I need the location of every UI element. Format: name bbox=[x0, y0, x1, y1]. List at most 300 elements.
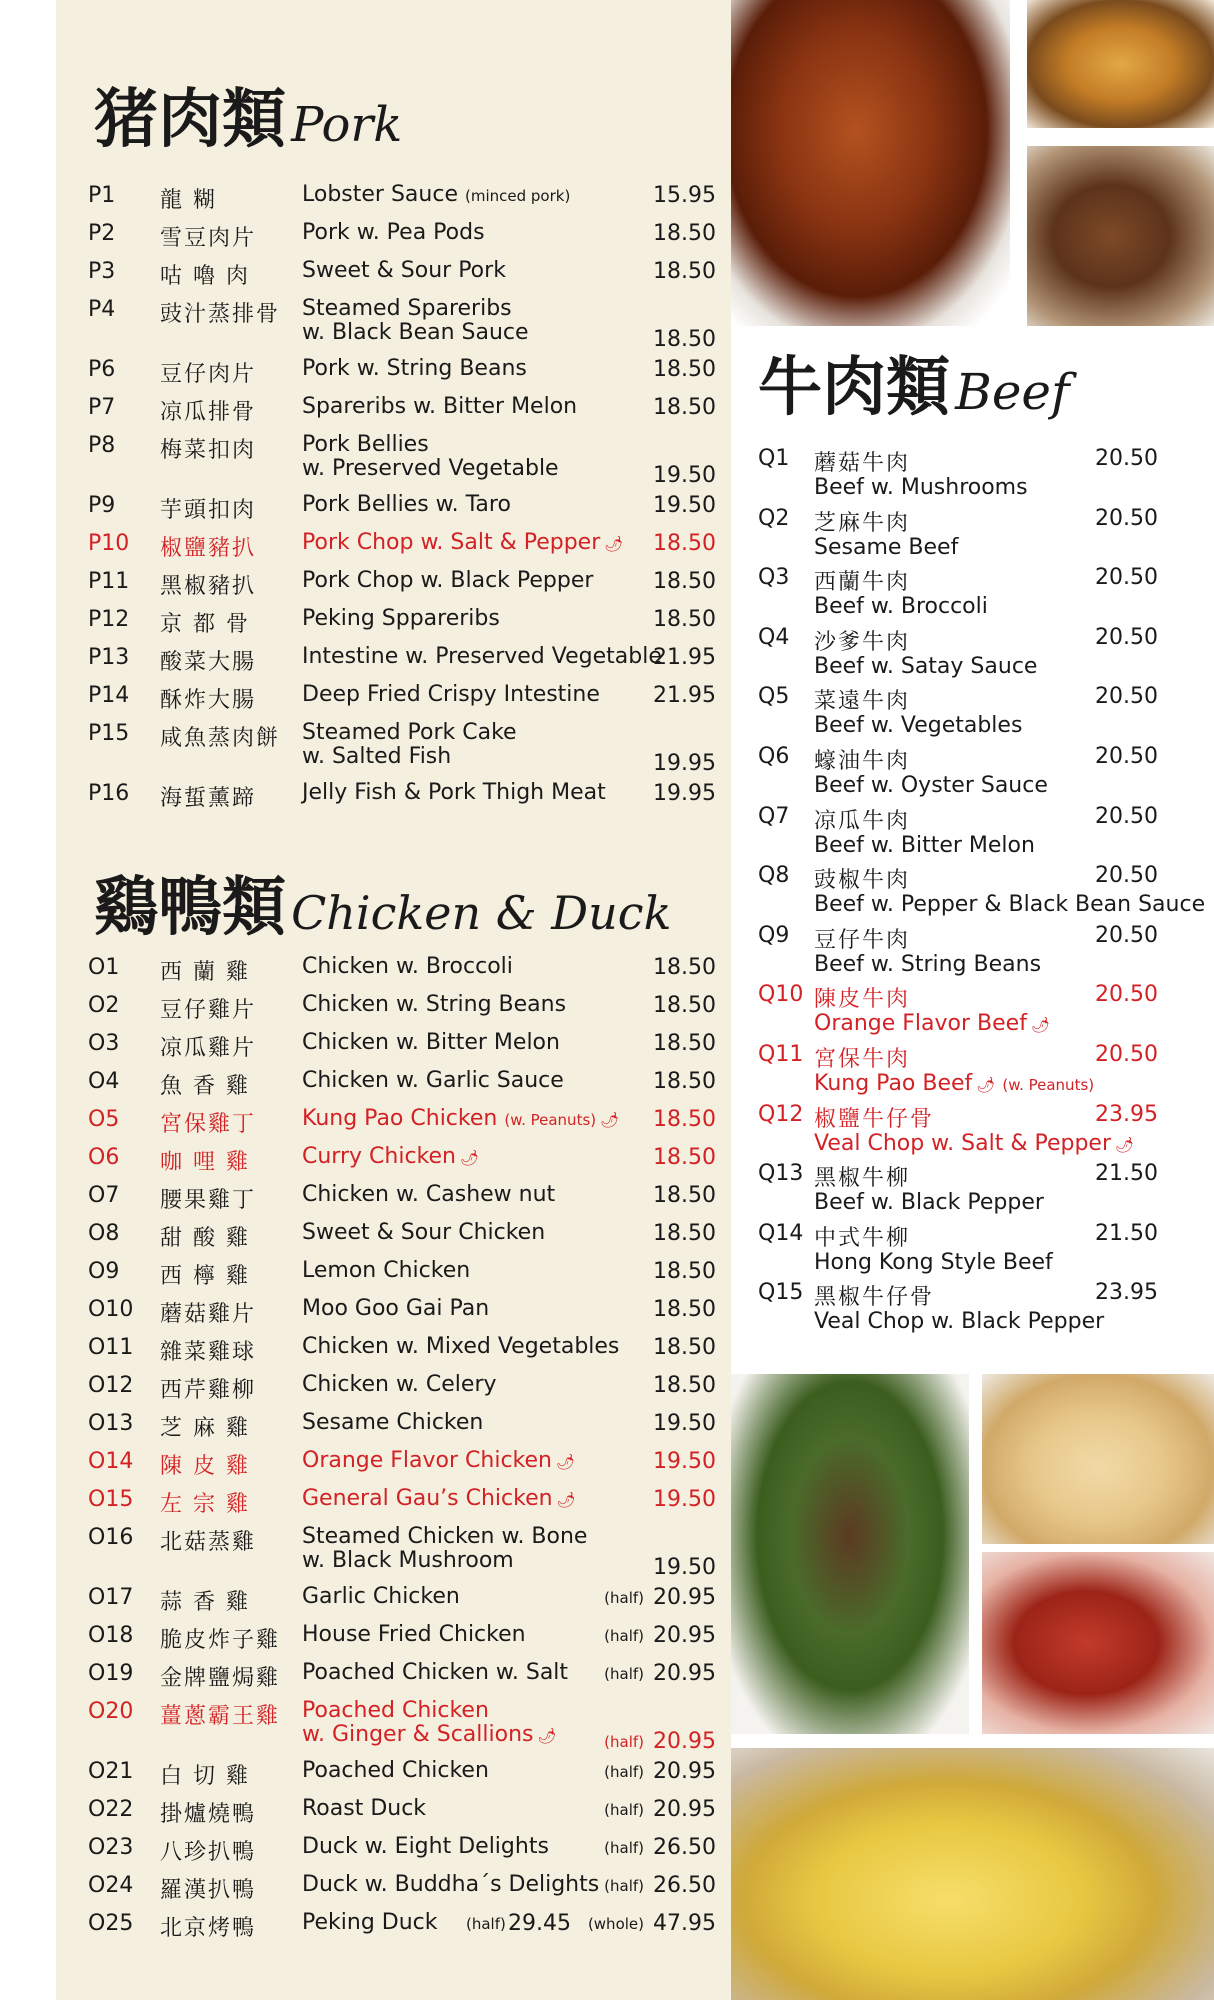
item-chinese-name: 金牌鹽焗雞 bbox=[160, 1666, 281, 1691]
item-name-line: Sweet & Sour Chicken bbox=[302, 1220, 546, 1245]
half-label: (half) bbox=[604, 1627, 644, 1645]
item-price: 20.95 bbox=[653, 1623, 716, 1648]
menu-item bbox=[88, 297, 716, 357]
menu-item bbox=[758, 506, 1158, 564]
item-english-name bbox=[814, 952, 1041, 977]
item-name-line: Deep Fried Crispy Intestine bbox=[302, 682, 600, 707]
item-code: P11 bbox=[88, 569, 130, 594]
item-english-name bbox=[814, 1131, 1134, 1156]
food-photo-poached-chicken bbox=[731, 1748, 1214, 2000]
item-english-name bbox=[302, 1145, 479, 1170]
menu-item bbox=[88, 1335, 716, 1369]
item-code: O5 bbox=[88, 1107, 120, 1132]
item-code: P16 bbox=[88, 781, 130, 806]
section-title-en: Pork bbox=[291, 97, 403, 153]
item-name-line: Sesame Chicken bbox=[302, 1410, 484, 1435]
item-english-name bbox=[302, 1873, 599, 1897]
half-label: (half) bbox=[604, 1839, 644, 1857]
item-name-line: Garlic Chicken bbox=[302, 1584, 460, 1609]
menu-item bbox=[88, 357, 716, 391]
item-code: O25 bbox=[88, 1911, 134, 1936]
menu-item bbox=[88, 493, 716, 527]
item-name-line: Intestine w. Preserved Vegetable bbox=[302, 644, 662, 669]
item-name-line: Poached Chicken bbox=[302, 1758, 489, 1783]
menu-item bbox=[88, 1259, 716, 1293]
spicy-chili-icon: 🌶 bbox=[556, 1453, 576, 1471]
item-english-name bbox=[814, 833, 1035, 858]
item-price: 18.50 bbox=[653, 327, 716, 352]
item-chinese-name: 海蜇薰蹄 bbox=[160, 786, 257, 811]
item-chinese-name: 凉瓜排骨 bbox=[160, 400, 257, 425]
item-chinese-name: 芝麻牛肉 bbox=[814, 510, 911, 536]
menu-item bbox=[758, 923, 1158, 981]
item-name-line: Beef w. Bitter Melon bbox=[814, 832, 1035, 858]
item-chinese-name: 椒鹽豬扒 bbox=[160, 536, 257, 561]
item-price: 19.50 bbox=[653, 493, 716, 518]
item-chinese-name: 咸魚蒸肉餅 bbox=[160, 726, 281, 751]
item-price: 20.50 bbox=[1095, 1042, 1158, 1067]
menu-item bbox=[758, 684, 1158, 742]
item-chinese-name: 椒鹽牛仔骨 bbox=[814, 1106, 935, 1132]
item-english-name bbox=[302, 569, 593, 593]
item-chinese-name: 陳皮牛肉 bbox=[814, 987, 911, 1013]
whole-label: (whole) bbox=[587, 1915, 644, 1933]
item-note: (w. Peanuts) bbox=[1002, 1076, 1095, 1094]
item-price: 23.95 bbox=[1095, 1280, 1158, 1306]
item-price: 18.50 bbox=[653, 993, 716, 1018]
item-english-name bbox=[302, 1221, 545, 1245]
item-name-line: Beef w. Pepper & Black Bean Sauce bbox=[814, 892, 1206, 918]
item-chinese-name: 宮保牛肉 bbox=[814, 1047, 911, 1072]
item-price: 18.50 bbox=[653, 1221, 716, 1246]
spicy-chili-icon: 🌶 bbox=[604, 535, 624, 553]
item-price: 19.50 bbox=[653, 463, 716, 488]
item-english-name bbox=[302, 1525, 587, 1573]
menu-item bbox=[88, 1661, 716, 1695]
menu-item bbox=[88, 1183, 716, 1217]
item-price: 18.50 bbox=[653, 1107, 716, 1132]
menu-item bbox=[88, 1911, 716, 1945]
item-chinese-name: 沙爹牛肉 bbox=[814, 629, 911, 655]
menu-item bbox=[88, 683, 716, 717]
item-code: Q14 bbox=[758, 1220, 804, 1246]
item-chinese-name: 西芹雞柳 bbox=[160, 1378, 257, 1403]
item-english-name bbox=[814, 713, 1022, 738]
item-code: P15 bbox=[88, 721, 130, 746]
item-english-name bbox=[302, 1031, 560, 1055]
menu-item bbox=[758, 1102, 1158, 1160]
menu-item bbox=[88, 1759, 716, 1793]
menu-item bbox=[88, 433, 716, 493]
menu-item bbox=[758, 1042, 1158, 1100]
item-english-name bbox=[814, 773, 1048, 798]
item-name-line: Beef w. Broccoli bbox=[814, 594, 988, 620]
item-chinese-name: 蠔油牛肉 bbox=[814, 749, 911, 774]
item-code: O22 bbox=[88, 1797, 134, 1822]
item-name-line: Pork w. String Beans bbox=[302, 356, 527, 381]
item-code: P6 bbox=[88, 357, 116, 382]
item-name-line: Chicken w. Broccoli bbox=[302, 954, 513, 979]
item-chinese-name: 芋頭扣肉 bbox=[160, 498, 257, 523]
item-chinese-name: 凉瓜牛肉 bbox=[814, 808, 911, 834]
item-code: O8 bbox=[88, 1221, 120, 1246]
menu-item bbox=[88, 645, 716, 679]
item-english-name bbox=[302, 1585, 460, 1609]
half-label: (half) bbox=[604, 1877, 644, 1895]
item-name-line: Beef w. Black Pepper bbox=[814, 1190, 1044, 1216]
item-price: 18.50 bbox=[653, 357, 716, 382]
item-chinese-name: 西蘭牛肉 bbox=[814, 570, 911, 596]
item-english-name bbox=[302, 1487, 576, 1512]
menu-item bbox=[88, 955, 716, 989]
item-price: 20.95 bbox=[653, 1585, 716, 1610]
item-code: P8 bbox=[88, 433, 116, 458]
food-photo-beef-string-beans bbox=[731, 1374, 969, 1734]
item-price: 26.50 bbox=[653, 1873, 716, 1898]
menu-item bbox=[88, 1797, 716, 1831]
item-english-name bbox=[302, 221, 485, 245]
item-english-name bbox=[302, 433, 559, 481]
item-english-name bbox=[302, 993, 566, 1017]
item-english-name bbox=[814, 535, 958, 560]
item-name-line: General Gau’s Chicken bbox=[302, 1486, 553, 1511]
item-name-line: Veal Chop w. Black Pepper bbox=[814, 1309, 1105, 1335]
item-price: 19.50 bbox=[653, 1487, 716, 1512]
item-chinese-name: 左 宗 雞 bbox=[160, 1492, 250, 1517]
menu-item bbox=[88, 1449, 716, 1483]
item-code: P14 bbox=[88, 683, 130, 708]
item-english-name bbox=[302, 1797, 426, 1821]
item-price: 18.50 bbox=[653, 1183, 716, 1208]
section-title-zh: 牛肉類 bbox=[758, 350, 950, 425]
item-chinese-name: 京 都 骨 bbox=[160, 612, 250, 637]
item-chinese-name: 掛爐燒鴨 bbox=[160, 1802, 257, 1827]
item-name-line: Beef w. Oyster Sauce bbox=[814, 773, 1048, 798]
item-chinese-name: 薑蔥霸王雞 bbox=[160, 1704, 281, 1729]
item-code: P2 bbox=[88, 221, 116, 246]
item-english-name bbox=[814, 654, 1037, 679]
item-code: O1 bbox=[88, 955, 120, 980]
item-chinese-name: 蘑菇牛肉 bbox=[814, 451, 911, 476]
item-english-name bbox=[302, 357, 527, 381]
item-name-line: Sweet & Sour Pork bbox=[302, 258, 506, 283]
item-code: Q7 bbox=[758, 803, 790, 829]
item-price: 18.50 bbox=[653, 1145, 716, 1170]
item-chinese-name: 西 檸 雞 bbox=[160, 1264, 250, 1289]
item-english-name bbox=[814, 1071, 1094, 1096]
spicy-chili-icon: 🌶 bbox=[1030, 1016, 1050, 1035]
item-code: P13 bbox=[88, 645, 130, 670]
item-chinese-name: 蒜 香 雞 bbox=[160, 1590, 250, 1615]
item-english-name bbox=[814, 1011, 1050, 1036]
section-title-zh: 猪肉類 bbox=[94, 82, 286, 157]
section-title-pork bbox=[94, 68, 402, 160]
item-price: 18.50 bbox=[653, 1259, 716, 1284]
item-english-name bbox=[302, 1069, 564, 1093]
item-chinese-name: 脆皮炸子雞 bbox=[160, 1628, 281, 1653]
menu-item bbox=[758, 863, 1206, 921]
item-code: O9 bbox=[88, 1259, 120, 1284]
menu-item bbox=[758, 804, 1158, 862]
item-chinese-name: 雪豆肉片 bbox=[160, 226, 257, 251]
item-name-line-2: w. Ginger & Scallions bbox=[302, 1722, 534, 1747]
item-chinese-name: 甜 酸 雞 bbox=[160, 1226, 250, 1251]
item-name-line: Roast Duck bbox=[302, 1796, 427, 1821]
section-title-en: Beef bbox=[955, 363, 1070, 421]
item-name-line: Steamed Pork Cake bbox=[302, 720, 517, 745]
item-name-line-2: w. Salted Fish bbox=[302, 744, 452, 769]
item-english-name bbox=[814, 1190, 1044, 1215]
item-english-name bbox=[302, 183, 570, 208]
item-name-line: Duck w. Buddha´s Delights bbox=[302, 1872, 600, 1897]
item-price: 18.50 bbox=[653, 221, 716, 246]
item-price: 20.95 bbox=[653, 1759, 716, 1784]
item-chinese-name: 陳 皮 雞 bbox=[160, 1454, 250, 1479]
item-english-name bbox=[302, 531, 623, 556]
item-price: 20.50 bbox=[1095, 684, 1158, 710]
item-price: 20.50 bbox=[1095, 922, 1158, 948]
item-chinese-name: 芝 麻 雞 bbox=[160, 1416, 250, 1441]
menu-item bbox=[758, 446, 1158, 504]
item-code: Q4 bbox=[758, 624, 790, 650]
item-price: 26.50 bbox=[653, 1835, 716, 1860]
item-name-line: House Fried Chicken bbox=[302, 1622, 526, 1647]
menu-item bbox=[88, 1145, 716, 1179]
item-name-line: Jelly Fish & Pork Thigh Meat bbox=[302, 780, 606, 805]
page-margin bbox=[0, 0, 56, 2000]
item-price: 18.50 bbox=[653, 955, 716, 980]
item-code: Q12 bbox=[758, 1101, 804, 1127]
item-code: O24 bbox=[88, 1873, 134, 1898]
item-chinese-name: 魚 香 雞 bbox=[160, 1074, 250, 1099]
item-chinese-name: 宮保雞丁 bbox=[160, 1112, 257, 1137]
item-chinese-name: 北菇蒸雞 bbox=[160, 1530, 257, 1555]
item-chinese-name: 豆仔雞片 bbox=[160, 998, 257, 1023]
item-english-name bbox=[302, 493, 511, 517]
food-photo-roast-duck bbox=[982, 1552, 1214, 1734]
item-chinese-name: 中式牛柳 bbox=[814, 1225, 911, 1251]
item-code: O23 bbox=[88, 1835, 134, 1860]
item-code: O6 bbox=[88, 1145, 120, 1170]
item-code: Q5 bbox=[758, 684, 790, 710]
item-english-name bbox=[302, 1259, 470, 1283]
half-label: (half) bbox=[604, 1763, 644, 1781]
item-price: 21.95 bbox=[653, 645, 716, 670]
item-price: 21.50 bbox=[1095, 1220, 1158, 1246]
item-price: 20.95 bbox=[653, 1797, 716, 1822]
item-chinese-name: 北京烤鴨 bbox=[160, 1916, 257, 1941]
item-english-name bbox=[302, 1661, 568, 1685]
item-price: 19.50 bbox=[653, 1555, 716, 1580]
item-price: 18.50 bbox=[653, 1335, 716, 1360]
item-chinese-name: 龍 糊 bbox=[160, 188, 217, 213]
spicy-chili-icon: 🌶 bbox=[556, 1491, 576, 1509]
item-chinese-name: 黑椒豬扒 bbox=[160, 574, 257, 599]
item-name-line: Steamed Chicken w. Bone bbox=[302, 1524, 588, 1549]
item-code: O12 bbox=[88, 1373, 134, 1398]
item-english-name bbox=[302, 297, 529, 345]
section-title-beef bbox=[758, 336, 1070, 428]
menu-item bbox=[758, 1280, 1158, 1338]
item-code: Q6 bbox=[758, 744, 790, 769]
item-name-line-2: w. Preserved Vegetable bbox=[302, 456, 559, 481]
item-name-line: Beef w. Satay Sauce bbox=[814, 653, 1038, 679]
item-price: 20.50 bbox=[1095, 982, 1158, 1008]
item-name-line: Chicken w. Bitter Melon bbox=[302, 1030, 560, 1055]
item-price: 19.50 bbox=[653, 1449, 716, 1474]
menu-item bbox=[758, 744, 1158, 802]
menu-item bbox=[758, 1161, 1158, 1219]
food-photo-fried-dish bbox=[1027, 0, 1214, 128]
item-code: P7 bbox=[88, 395, 116, 420]
item-code: Q1 bbox=[758, 446, 790, 471]
item-name-line: Chicken w. Cashew nut bbox=[302, 1182, 556, 1207]
item-code: P9 bbox=[88, 493, 116, 518]
menu-item bbox=[88, 1623, 716, 1657]
item-price: 20.50 bbox=[1095, 565, 1158, 591]
item-price: 18.50 bbox=[653, 569, 716, 594]
half-label: (half) bbox=[466, 1915, 506, 1933]
menu-item bbox=[758, 565, 1158, 623]
item-chinese-name: 咖 哩 雞 bbox=[160, 1150, 250, 1175]
item-price: 19.50 bbox=[653, 1411, 716, 1436]
food-photo-noodles bbox=[982, 1374, 1214, 1544]
item-chinese-name: 雜菜雞球 bbox=[160, 1340, 257, 1365]
menu-item bbox=[88, 1411, 716, 1445]
item-english-name bbox=[302, 781, 606, 805]
item-chinese-name: 梅菜扣肉 bbox=[160, 438, 257, 463]
item-code: O14 bbox=[88, 1449, 134, 1474]
item-name-line: Pork Bellies bbox=[302, 432, 429, 457]
menu-item bbox=[88, 993, 716, 1027]
item-code: Q13 bbox=[758, 1161, 804, 1187]
item-price: 20.95 bbox=[653, 1729, 716, 1754]
item-code: P12 bbox=[88, 607, 130, 632]
item-code: O7 bbox=[88, 1183, 120, 1208]
item-english-name bbox=[302, 1297, 489, 1321]
item-name-line: Chicken w. String Beans bbox=[302, 992, 567, 1017]
section-title-zh: 鷄鴨類 bbox=[94, 870, 286, 945]
item-price: 18.50 bbox=[653, 1373, 716, 1398]
menu-item bbox=[88, 1699, 716, 1759]
menu-item bbox=[88, 781, 716, 815]
item-code: P3 bbox=[88, 259, 116, 284]
item-english-name bbox=[814, 1309, 1104, 1334]
item-name-line: Beef w. String Beans bbox=[814, 951, 1042, 977]
item-price: 23.95 bbox=[1095, 1101, 1158, 1127]
item-price: 18.50 bbox=[653, 395, 716, 420]
menu-item bbox=[758, 625, 1158, 683]
item-chinese-name: 西 蘭 雞 bbox=[160, 960, 250, 985]
item-name-line: Pork Bellies w. Taro bbox=[302, 492, 511, 517]
item-chinese-name: 黑椒牛仔骨 bbox=[814, 1285, 935, 1311]
item-name-line: Peking Duck bbox=[302, 1910, 438, 1935]
menu-item bbox=[88, 721, 716, 781]
item-price: 21.95 bbox=[653, 683, 716, 708]
item-name-line: Poached Chicken bbox=[302, 1698, 489, 1723]
item-english-name bbox=[302, 1335, 619, 1359]
menu-item bbox=[88, 221, 716, 255]
menu-item bbox=[88, 569, 716, 603]
item-name-line-2: w. Black Bean Sauce bbox=[302, 320, 529, 345]
item-price: 20.50 bbox=[1095, 744, 1158, 769]
spicy-chili-icon: 🌶 bbox=[600, 1111, 620, 1129]
item-chinese-name: 豆仔牛肉 bbox=[814, 927, 911, 953]
item-code: P4 bbox=[88, 297, 116, 322]
item-note: (w. Peanuts) bbox=[504, 1111, 597, 1129]
menu-item bbox=[88, 1107, 716, 1141]
item-english-name bbox=[302, 1699, 557, 1748]
half-label: (half) bbox=[604, 1801, 644, 1819]
item-price: 18.50 bbox=[653, 607, 716, 632]
item-price: 15.95 bbox=[653, 183, 716, 208]
item-chinese-name: 白 切 雞 bbox=[160, 1764, 250, 1789]
item-name-line: Beef w. Mushrooms bbox=[814, 475, 1028, 500]
item-english-name bbox=[302, 1411, 483, 1435]
half-label: (half) bbox=[604, 1665, 644, 1683]
item-code: Q10 bbox=[758, 982, 804, 1008]
menu-item bbox=[88, 531, 716, 565]
item-code: O16 bbox=[88, 1525, 134, 1550]
item-code: Q11 bbox=[758, 1042, 804, 1067]
item-price: 20.50 bbox=[1095, 803, 1158, 829]
item-code: O10 bbox=[88, 1297, 134, 1322]
item-code: O11 bbox=[88, 1335, 134, 1360]
item-code: O18 bbox=[88, 1623, 134, 1648]
item-english-name bbox=[302, 683, 600, 707]
spicy-chili-icon: 🌶 bbox=[976, 1076, 996, 1094]
item-price: 18.50 bbox=[653, 1069, 716, 1094]
half-label: (half) bbox=[604, 1733, 644, 1751]
item-english-name bbox=[814, 1250, 1053, 1275]
item-price: 18.50 bbox=[653, 259, 716, 284]
item-english-name bbox=[302, 1759, 489, 1783]
item-code: O2 bbox=[88, 993, 120, 1018]
item-name-line: Pork Chop w. Salt & Pepper bbox=[302, 530, 601, 555]
item-name-line: Spareribs w. Bitter Melon bbox=[302, 394, 578, 419]
item-price: 20.50 bbox=[1095, 505, 1158, 531]
item-code: Q3 bbox=[758, 565, 790, 591]
item-code: Q2 bbox=[758, 505, 790, 531]
food-photo-pork-belly bbox=[731, 0, 1010, 326]
item-chinese-name: 蘑菇雞片 bbox=[160, 1302, 257, 1327]
item-chinese-name: 豉椒牛肉 bbox=[814, 868, 911, 894]
spicy-chili-icon: 🌶 bbox=[537, 1727, 557, 1745]
item-price: 18.50 bbox=[653, 1297, 716, 1322]
spicy-chili-icon: 🌶 bbox=[459, 1149, 480, 1167]
item-name-line: Kung Pao Chicken bbox=[302, 1106, 498, 1131]
item-english-name bbox=[814, 892, 1205, 917]
menu-item bbox=[88, 607, 716, 641]
item-code: O4 bbox=[88, 1069, 120, 1094]
item-name-line: Curry Chicken bbox=[302, 1144, 456, 1169]
menu-item bbox=[88, 1373, 716, 1407]
menu-item bbox=[88, 1835, 716, 1869]
item-code: Q8 bbox=[758, 863, 790, 889]
item-english-name bbox=[302, 607, 500, 631]
item-chinese-name: 羅漢扒鴨 bbox=[160, 1878, 257, 1903]
item-price: 18.50 bbox=[653, 1031, 716, 1056]
item-code: O21 bbox=[88, 1759, 134, 1784]
menu-item bbox=[88, 259, 716, 293]
item-name-line: Pork w. Pea Pods bbox=[302, 220, 485, 245]
item-code: O15 bbox=[88, 1487, 134, 1512]
menu-item bbox=[758, 1221, 1158, 1279]
item-price: 20.50 bbox=[1095, 624, 1158, 650]
item-chinese-name: 黑椒牛柳 bbox=[814, 1166, 911, 1192]
item-code: Q9 bbox=[758, 922, 790, 948]
item-code: Q15 bbox=[758, 1280, 804, 1306]
